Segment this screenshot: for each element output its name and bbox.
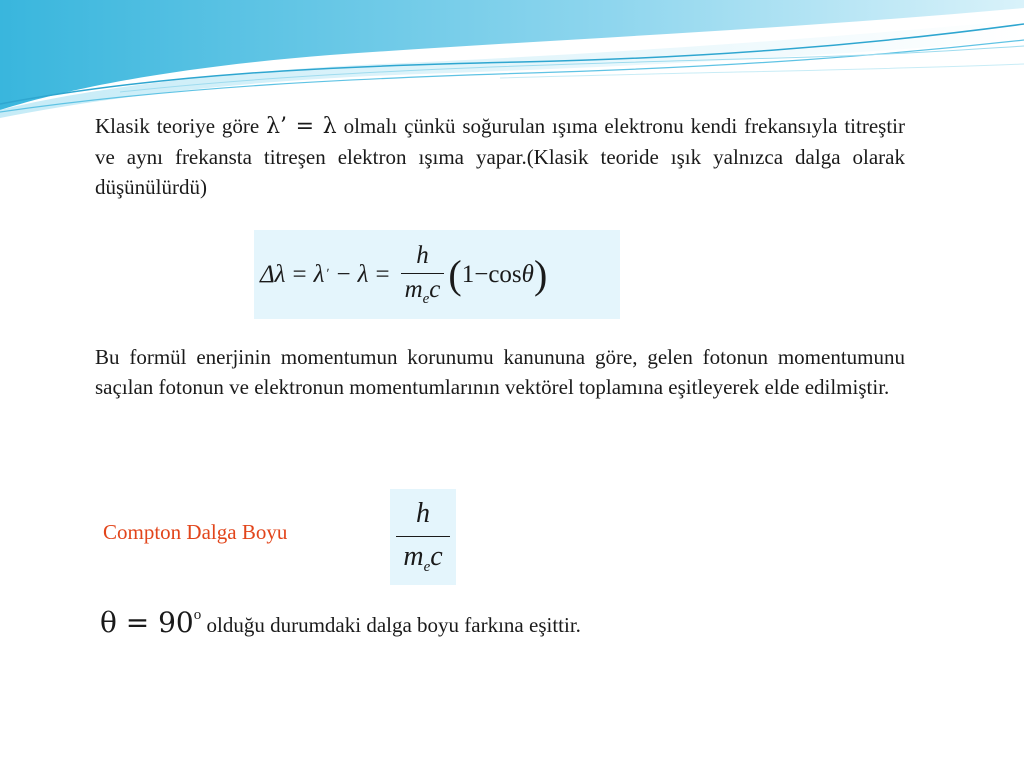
classical-theory-paragraph — [95, 111, 905, 202]
compton-denominator — [396, 536, 450, 576]
equals-sign-2: = — [375, 260, 390, 288]
paragraph1-rest: olmalı çünkü soğurulan ışıma elektronu kendi frekansıyla titreştir ve aynı frekansta titreşen elektron ışıma yapar.(Klasik teoride ışık yalnızca dalga olarak düşünülürdü) — [95, 114, 905, 199]
degree-superscript: o — [193, 607, 202, 623]
fraction-denominator — [401, 273, 445, 308]
compton-wavelength-equation — [390, 489, 456, 585]
lambda-relation: λ’ = λ — [266, 114, 337, 139]
compton-mass-symbol: m — [403, 541, 424, 572]
paren-open: ( — [448, 251, 462, 297]
mass-symbol: m — [404, 275, 423, 303]
lambda: λ — [357, 260, 369, 288]
one-minus-cos: 1−cos — [461, 260, 522, 288]
minus-sign: − — [336, 260, 351, 288]
fraction-numerator: h — [416, 241, 429, 269]
lambda-prime: λ — [313, 260, 325, 288]
theta-equals-90: θ = 90 — [100, 606, 194, 639]
h-over-mec-fraction — [401, 242, 445, 308]
compton-light-speed-symbol: c — [430, 541, 443, 572]
momentum-conservation-paragraph: Bu formül enerjinin momentumun korunumu kanununa göre, gelen fotonun momentumunu saçılan fotonun ve elektronun momentumlarının vektörel toplamına eşitleyerek elde edilmiştir. — [95, 345, 905, 399]
prime-mark: ʹ — [326, 266, 330, 282]
theta-90-statement — [100, 606, 581, 639]
result-text: olduğu durumdaki dalga boyu farkına eşittir. — [201, 613, 581, 637]
equals-sign-1: = — [292, 260, 307, 288]
compton-electron-subscript: e — [423, 559, 431, 575]
electron-subscript: e — [422, 290, 430, 307]
delta-lambda: Δλ — [260, 260, 286, 288]
theta: θ — [521, 260, 534, 288]
compton-wavelength-label: Compton Dalga Boyu — [103, 520, 288, 544]
paren-close: ) — [533, 251, 548, 297]
paragraph1-intro: Klasik teoriye göre — [95, 114, 267, 138]
compton-shift-equation — [254, 230, 620, 319]
light-speed-symbol: c — [429, 275, 441, 303]
compton-numerator: h — [416, 498, 430, 529]
